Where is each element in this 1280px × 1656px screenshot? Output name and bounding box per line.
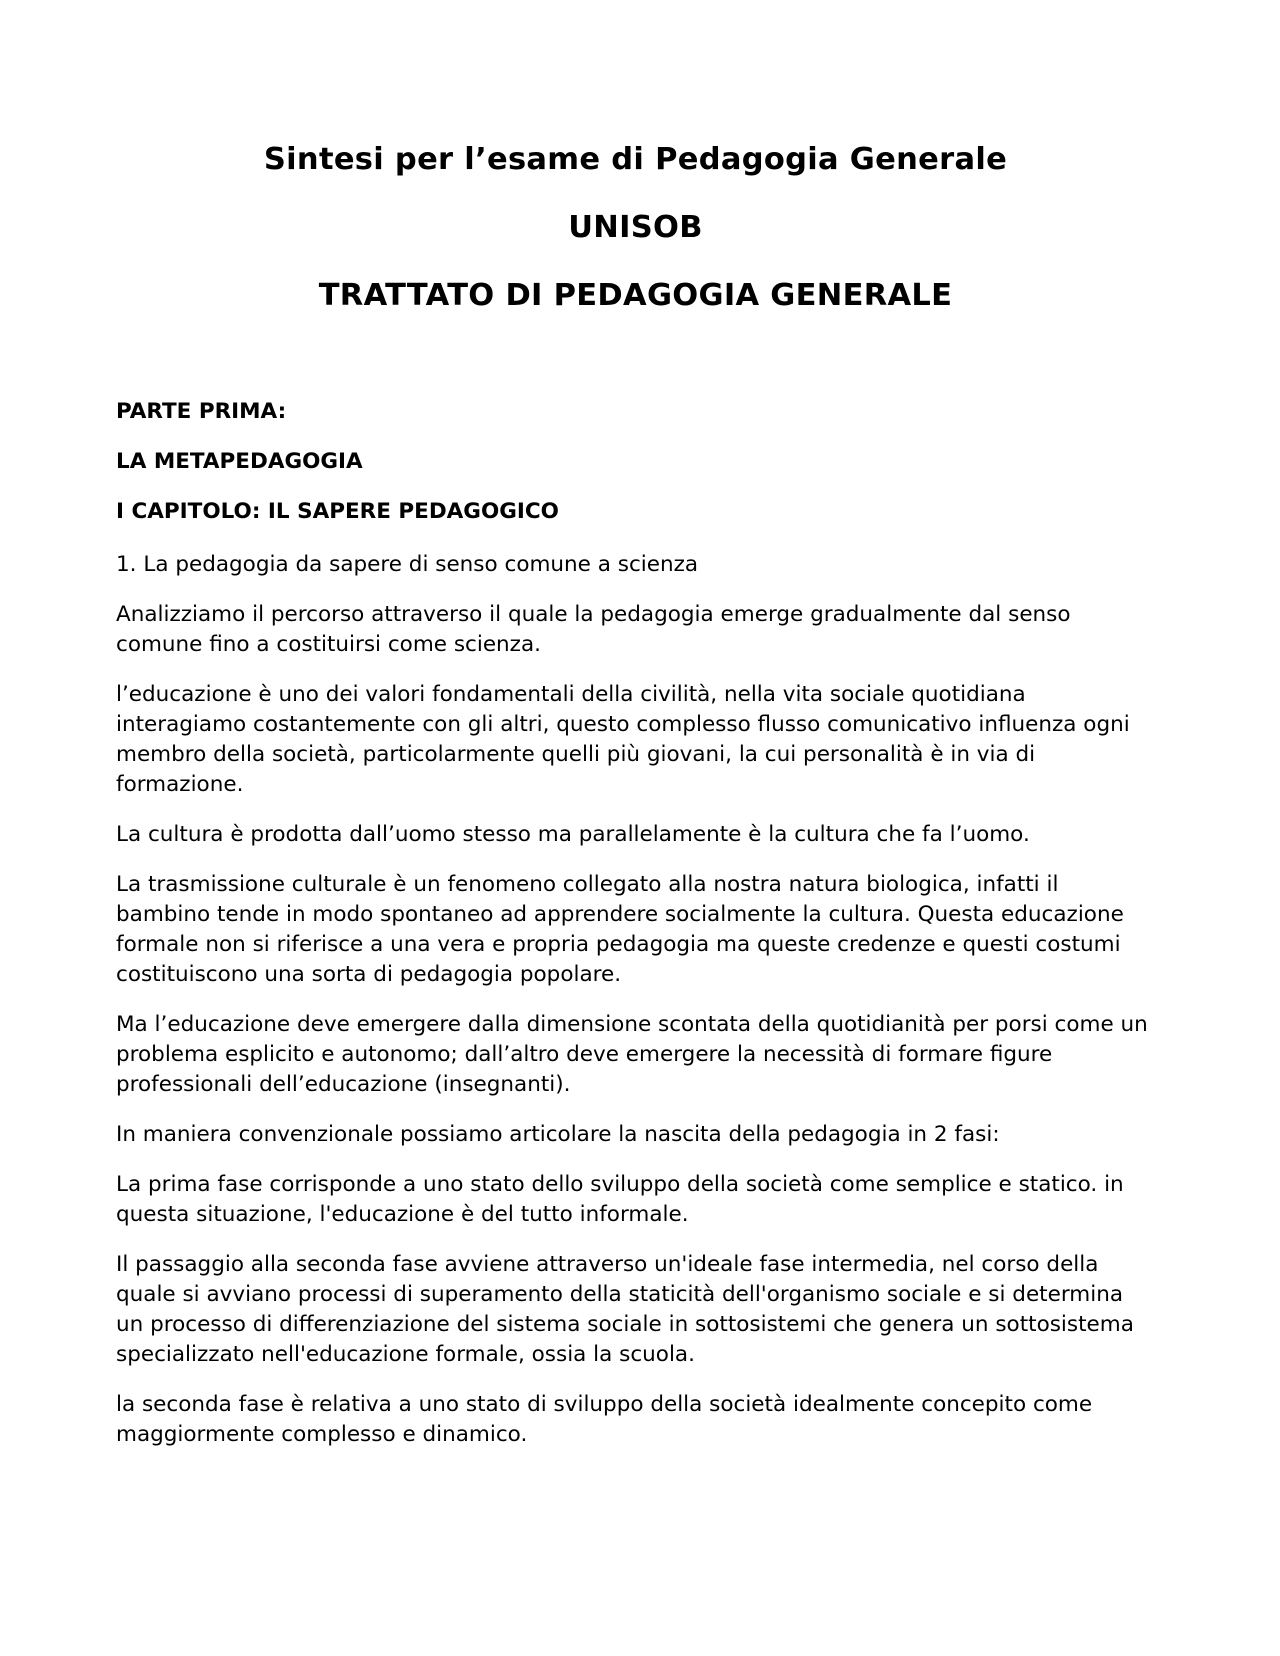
paragraph-5: Ma l’educazione deve emergere dalla dimensione scontata della quotidianità per porsi come un problema esplicito e autonomo; dall’altro deve emergere la necessità di formare figure professionali dell’educazione (insegnanti). (116, 1012, 1148, 1097)
paragraph-3: La cultura è prodotta dall’uomo stesso ma parallelamente è la cultura che fa l’uomo. (116, 822, 1030, 847)
paragraph-7: La prima fase corrisponde a uno stato dello sviluppo della società come semplice e statico. in questa situazione, l'educazione è del tutto informale. (116, 1172, 1124, 1227)
paragraph-6: In maniera convenzionale possiamo articolare la nascita della pedagogia in 2 fasi: (116, 1122, 1000, 1147)
paragraph-8: Il passaggio alla seconda fase avviene attraverso un'ideale fase intermedia, nel corso della quale si avviano processi di superamento della staticità dell'organismo sociale e si determina un processo di differenziazione del sistema sociale in sottosistemi che genera un sottosistema specializzato nell'educazione formale, ossia la scuola. (116, 1252, 1134, 1367)
section-title: 1. La pedagogia da sapere di senso comune a scienza (116, 552, 699, 577)
treatise-title: TRATTATO DI PEDAGOGIA GENERALE (318, 278, 953, 313)
university-title: UNISOB (568, 210, 703, 245)
part-heading: PARTE PRIMA: (116, 399, 287, 424)
paragraph-1: Analizziamo il percorso attraverso il quale la pedagogia emerge gradualmente dal senso comune fino a costituirsi come scienza. (116, 602, 1071, 657)
paragraph-2: l’educazione è uno dei valori fondamentali della civilità, nella vita sociale quotidiana interagiamo costantemente con gli altri, questo complesso flusso comunicativo influenza ogni membro della società, particolarmente quelli più giovani, la cui personalità è in via di formazione. (116, 682, 1130, 797)
chapter-heading: I CAPITOLO: IL SAPERE PEDAGOGICO (116, 499, 559, 524)
part-subtitle: LA METAPEDAGOGIA (116, 449, 363, 474)
paragraph-4: La trasmissione culturale è un fenomeno collegato alla nostra natura biologica, infatti il bambino tende in modo spontaneo ad apprendere socialmente la cultura. Questa educazione formale non si riferisce a una vera e propria pedagogia ma queste credenze e questi costumi costituiscono una sorta di pedagogia popolare. (116, 872, 1124, 987)
paragraph-9: la seconda fase è relativa a uno stato di sviluppo della società idealmente concepito come maggiormente complesso e dinamico. (116, 1392, 1093, 1447)
document-title: Sintesi per l’esame di Pedagogia Generale (263, 142, 1008, 177)
